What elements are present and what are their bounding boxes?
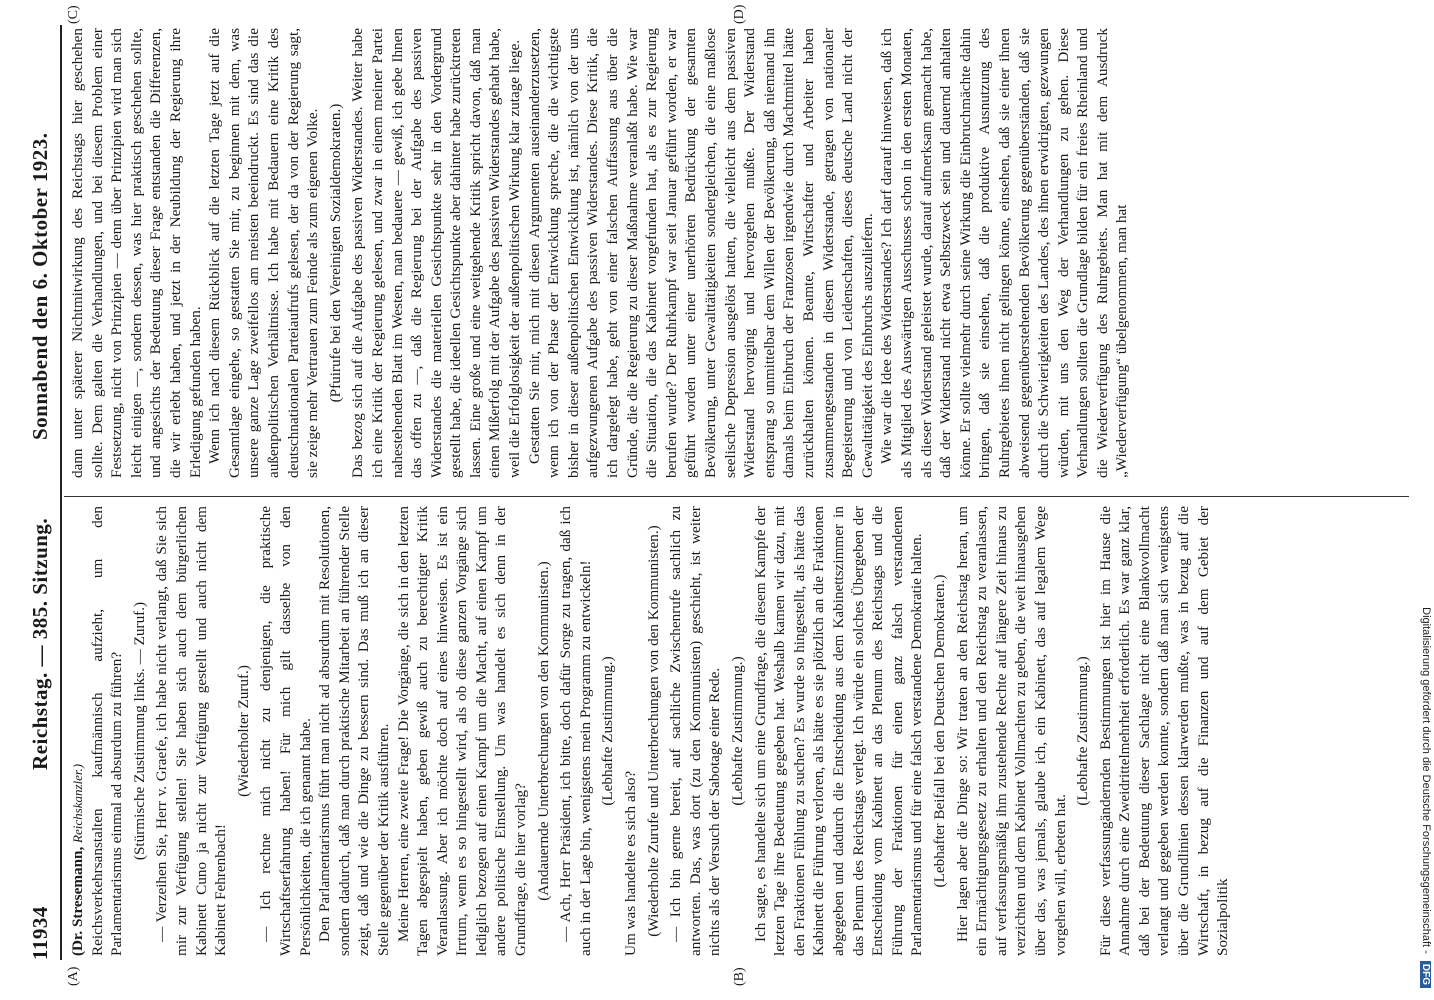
interjection: (Wiederholte Zurufe und Unterbrechungen von den Kommunisten.) [644,525,662,937]
paragraph: Ich sagte, es handelte sich um eine Grundfrage, die diesem Kampfe der letzten Tage ihre Bedeutung gegeben hat. Weshalb kamen wir dazu, mit den Fraktionen Fühlung zu suchen? Es wurde so hingestellt, als hätte das Kabinett die Führung verloren, als hätte es sie plötzlich an die Fraktionen abgegeben und dadurch die Entscheidung aus dem Kabinettszimmer in das Plenum des Reichstags verlegt. Ich würde ein solches Übergeben der Entscheidung vom Kabinett an das Plenum des Reichstags und die Führung der Fraktionen für einen ganz falsch verstandenen Parlamentarismus und für eine falsch verstandene Demokratie halten. [751,506,926,956]
digitization-credit [1418,8,1432,988]
paragraph: Reichsverkehrsanstalten kaufmännisch aufzieht, um den Parlamentarismus einmal ad absurdum zu führen? [88,506,126,956]
paragraph: Das bezog sich auf die Aufgabe des passiven Widerstandes. Weiter habe ich eine Kritik der Regierung gelesen, und zwar in einem meiner Partei nahestehenden Blatt im Westen, man bedauere — gewiß, ich gebe Ihnen das offen zu —, daß die Regierung bei der Aufgabe des passiven Widerstandes die materiellen Gesichtspunkte sehr in den Vordergrund gestellt habe, die ideellen Gesichtspunkte aber dahinter habe zurücktreten lassen. Eine große und eine weitgehende Kritik spricht davon, daß man einen Mißerfolg mit der Aufgabe des passiven Widerstandes gehabt habe, weil die Erfolglosigkeit der außenpolitischen Wirkung klar zutage liege. [349,28,524,478]
page-number: 11934 [28,906,52,960]
paragraph: Um was handelte es sich also? [622,770,640,956]
credit-text: Digitalisierung gefördert durch die Deutsche Forschungsgemeinschaft - [1420,607,1432,954]
interjection: (Lebhafter Beifall bei den Deutschen Demokraten.) [930,574,948,888]
interjection: (Lebhafte Zustimmung.) [599,656,617,806]
paragraph: — Ich bin gerne bereit, auf sachliche Zwischenrufe sachlich zu antworten. Das, was dort (zu den Kommunisten) geschieht, ist weiter nichts als der Versuch der Sabotage einer Rede. [667,506,724,956]
dfg-logo: DFG [1420,961,1431,988]
paragraph: — Ach, Herr Präsident, ich bitte, doch dafür Sorge zu tragen, daß ich auch in der Lage bin, wenigstens mein Programm zu entwickeln! [557,506,594,956]
speaker-role: Reichskanzler.) [70,763,85,843]
session-date: Sonnabend den 6. Oktober 1923. [28,132,52,440]
paragraph: Hier lagen aber die Dinge so: Wir traten an den Reichstag heran, um ein Ermächtigungsgesetz zu erhalten und den Reichstag zu veranlassen, auf verfassungsmäßig ihm zustehende Rechte auf längere Zeit hinaus zu verzichten und dem Kabinett Vollmachten zu geben, die weit hinausgehen über das, was jemals, glaube ich, ein Kabinett, das auf legalem Wege vorgehen will, erbeten hat. [953,506,1069,956]
margin-mark-a: (A) [66,966,81,986]
page-header [26,25,56,960]
left-column [68,506,1233,956]
interjection: (Wiederholter Zuruf.) [234,665,252,797]
speaker-name: (Dr. Stresemann, [69,846,86,956]
paragraph: Gestatten Sie mir, mich mit diesen Argumenten auseinanderzusetzen, wenn ich von der Phase der Entwicklung spreche, die die wichtigste bisher in dieser außenpolitischen Entwicklung ist, nämlich von der uns aufgezwungenen Aufgabe des passiven Widerstandes. Diese Kritik, die ich dargelegt habe, geht von einer falschen Auffassung aus über die Gründe, die die Regierung zu dieser Maßnahme veranlaßt habe. Wie war die Situation, die das Kabinett vorgefunden hat, als es zur Regierung berufen wurde? Der Ruhrkampf war seit Januar geführt worden, er war geführt worden unter einer unerhörten Bedrückung der gesamten Bevölkerung, unter Gewalttätigkeiten sondergleichen, die eine maßlose seelische Depression ausgelöst hatten, die vielleicht aus dem passiven Widerstand hervorging und hervorgehen mußte. Der Widerstand entsprang so unmittelbar dem Willen der Bevölkerung, daß niemand ihn damals beim Einbruch der Franzosen irgendwie durch Machtmittel hätte zurückhalten können. Beamte, Wirtschafter und Arbeiter haben zusammengestanden in diesem Widerstande, getragen von nationaler Begeisterung und von Leidenschaften, dieses deutsche Land nicht der Gewalttätigkeit des Einbruchs auszuliefern. [525,28,876,478]
paragraph: — Verzeihen Sie, Herr v. Graefe, ich habe nicht verlangt, daß Sie sich mir zur Verfügung stellen! Sie haben sich auch dem bürgerlichen Kabinett Cuno ja nicht zur Verfügung gestellt und auch nicht dem Kabinett Fehrenbach! [153,506,230,956]
paragraph: Wie war die Idee des Widerstandes? Ich darf darauf hinweisen, daß ich als Mitglied des Auswärtigen Ausschusses schon in den ersten Monaten, als dieser Widerstand geleistet wurde, darauf aufmerksam gemacht habe, daß der Widerstand nicht etwa Selbstzweck sein und dauernd anhalten könne. Er sollte vielmehr durch seine Wirkung die Einbruchmächte dahin bringen, daß sie einsehen, daß die produktive Ausnutzung des Ruhrgebietes ihnen nicht gelingen könne, einsehen, daß sie einer ihnen abweisend gegenüberstehenden Bevölkerung gegenüberständen, daß sie durch die Schwierigkeiten des Landes, des ihnen erwidrigten, gezwungen würden, mit uns den Weg der Verhandlungen zu gehen. Diese Verhandlungen sollten die Grundlage bilden für ein freies Rheinland und die Wiederverfügung des Ruhrgebiets. Man hat mit dem Ausdruck „Wiederverfügung“ übelgenommen, man hat [878,28,1131,478]
margin-mark-b: (B) [732,967,747,986]
paragraph: Meine Herren, eine zweite Frage! Die Vorgänge, die sich in den letzten Tagen abgespielt haben, geben gewiß auch zu berechtigter Kritik Veranlassung. Aber ich möchte doch auf eines hinweisen. Es ist ein Irrtum, wenn es so hingestellt wird, als ob diese ganzen Vorgänge sich lediglich bezogen auf einen Kampf um die Macht, auf einen Kampf um andere politische Einstellung. Um was handelt es sich denn in der Grundfrage, die hier vorlag? [394,506,530,956]
interjection: (Lebhafte Zustimmung.) [1074,656,1092,806]
margin-mark-c: (C) [66,5,81,24]
interjection: (Andauernde Unterbrechungen von den Kommunisten.) [534,561,552,901]
paragraph: Wenn ich nach diesem Rückblick auf die letzten Tage jetzt auf die Gesamtlage eingehe, so gestatten Sie mir, zu beginnen mit dem, was unsere ganze Lage zweifellos am meisten beeindruckt. Es sind das die außenpolitischen Verhältnisse. Ich habe mit Bedauern eine Kritik des deutschnationalen Parteiaufrufs gelesen, der da von der Regierung sagt, sie zeige mehr Vertrauen zum Feinde als zum eigenen Volke. [206,28,322,478]
session-title: Reichstag. — 385. Sitzung. [28,517,52,770]
speaker-line [68,506,88,956]
interjection: (Stürmische Zustimmung links. — Zuruf.) [130,601,148,861]
margin-mark-d: (D) [732,4,747,24]
interjection: (Lebhafte Zustimmung.) [729,656,746,806]
interjection: (Pfuirufe bei den Vereinigten Sozialdemokraten.) [326,103,344,403]
header-rule [60,25,62,960]
right-column [68,28,1132,478]
paragraph: — Ich rechne mich nicht zu denjenigen, die praktische Wirtschaftserfahrung haben! Für mich gilt dasselbe von den Persönlichkeiten, die ich genannt habe. [257,506,314,956]
paragraph: Den Parlamentarismus führt man nicht ad absurdum mit Resolutionen, sondern dadurch, daß man durch praktische Mitarbeit an führender Stelle zeigt, daß und wie die Dinge zu bessern sind. Das muß ich an dieser Stelle gegenüber der Kritik ausführen. [316,506,392,956]
paragraph: dann unter späterer Nichtmitwirkung des Reichstags hier geschehen sollte. Dem galten die Verhandlungen, und bei diesem Problem einer Festsetzung, nicht von Prinzipien — denn über Prinzipien wird man sich leicht einigen —, sondern dessen, was hier praktisch geschehen sollte, und angesichts der Bedeutung dieser Frage entstanden die Differenzen, die wir erlebt haben, und jetzt in der Neubildung der Regierung ihre Erledigung gefunden haben. [69,28,204,478]
paragraph: Für diese verfassungändernden Bestimmungen ist hier im Hause die Annahme durch eine Zweidrittelmehrheit erforderlich. Es war ganz klar, daß bei der Bedeutung dieser Sachlage nicht eine Blankovollmacht verlangt und gegeben werden konnte, sondern daß man sich wenigstens über die Grundlinien dessen klarwerden mußte, was in bezug auf die Wirtschaft, in bezug auf die Finanzen und auf dem Gebiet der Sozialpolitik [1096,506,1232,956]
column-divider [64,496,1409,497]
